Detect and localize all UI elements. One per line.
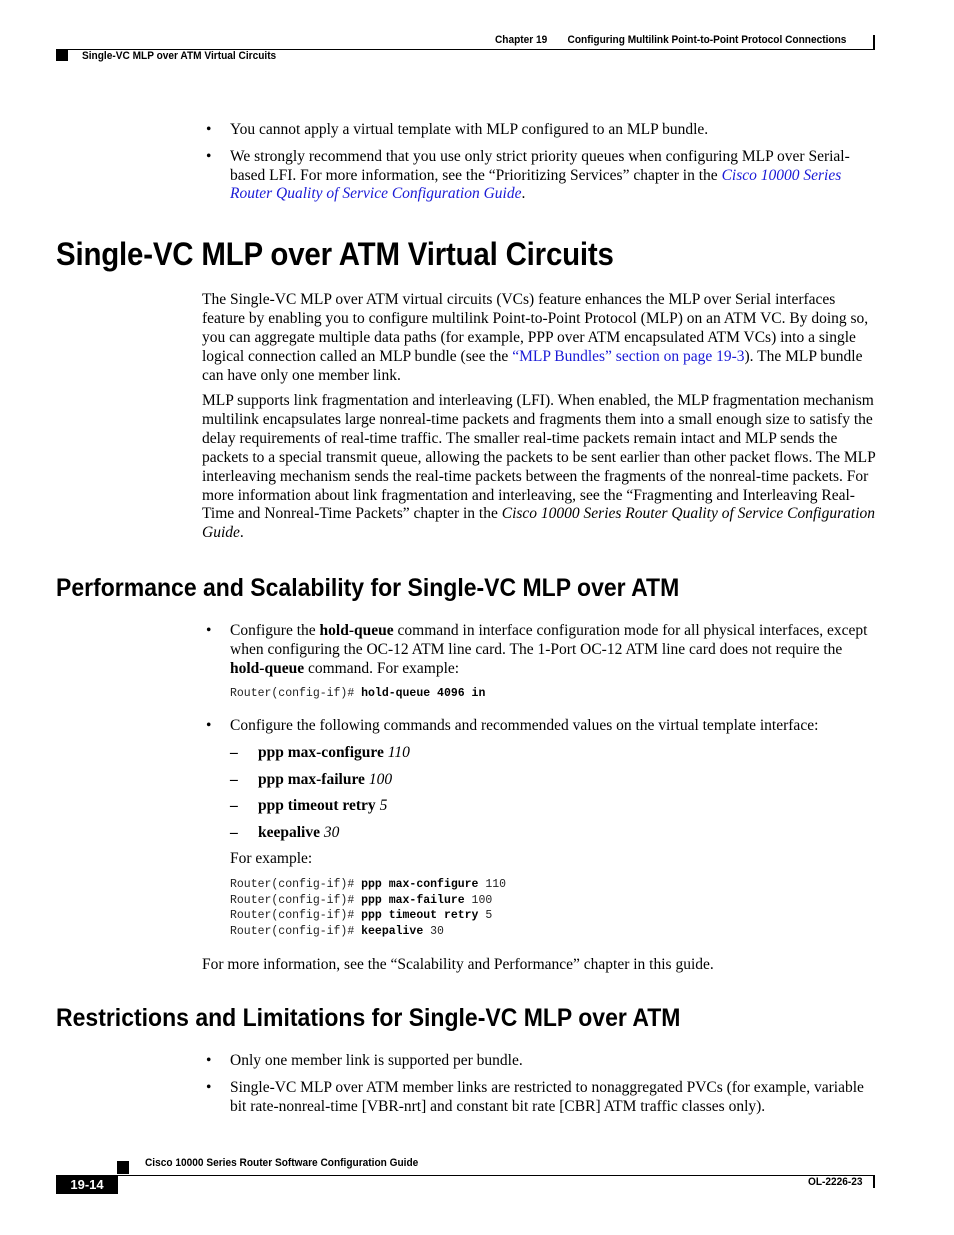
command-name: hold-queue <box>230 659 305 677</box>
restrictions-heading: Restrictions and Limitations for Single-VC MLP over ATM <box>56 1004 681 1032</box>
bullet-text: We strongly recommend that you use only strict priority queues when configuring MLP over Serial-based LFI. For more information, see the “Prioritizing Services” chapter in the <box>230 147 850 184</box>
code-prompt: Router(config-if)# <box>230 687 362 700</box>
list-item <box>206 717 876 736</box>
running-header-chapter <box>495 34 846 46</box>
footer-vertical-bar <box>873 1175 875 1188</box>
code-example-template <box>230 877 506 939</box>
settings-item <box>230 743 410 762</box>
bullet-glyph: • <box>206 622 212 639</box>
page-number: 19-14 <box>70 1177 104 1192</box>
paragraph-text-end: . <box>239 524 244 542</box>
setting-value: 110 <box>387 744 410 761</box>
more-info-paragraph: For more information, see the “Scalability and Performance” chapter in this guide. <box>202 956 714 973</box>
restrictions-bullet-list <box>206 1052 876 1124</box>
list-item <box>206 1052 876 1071</box>
header-square-marker <box>56 49 68 61</box>
bullet-glyph: • <box>206 1052 212 1069</box>
list-item <box>206 622 876 678</box>
bullet-text: Configure the <box>230 622 320 639</box>
dash-glyph: – <box>230 770 238 788</box>
intro-paragraph-1 <box>202 291 878 386</box>
dash-glyph: – <box>230 823 238 841</box>
for-example-label: For example: <box>230 850 313 867</box>
setting-value: 5 <box>379 797 388 814</box>
footer-square-marker <box>117 1161 129 1174</box>
bullet-text: Configure the following commands and recommended values on the virtual template interface: <box>230 717 819 734</box>
document-number: OL-2226-23 <box>808 1176 863 1188</box>
code-command: keepalive <box>361 924 424 938</box>
bullet-text: command. For example: <box>304 659 460 677</box>
code-prompt: Router(config-if)# <box>230 924 362 938</box>
running-header-section: Single-VC MLP over ATM Virtual Circuits <box>82 50 277 62</box>
command-name: hold-queue <box>319 622 394 639</box>
dash-glyph: – <box>230 744 238 761</box>
code-line <box>230 924 506 940</box>
code-prompt: Router(config-if)# <box>230 909 362 922</box>
bullet-text: command in interface configuration mode for all physical interfaces, except when configuring the OC-12 ATM line card. The 1-Port OC-12 ATM line card does not require the <box>230 622 868 658</box>
paragraph-text: The Single-VC MLP over ATM virtual circuits (VCs) feature enhances the MLP over Serial interfaces feature by enabling you to configure multilink Point-to-Point Protocol (MLP) on an ATM VC. By doing so, you can aggregate multiple data paths (for example, PPP over ATM encapsulated ATM VCs) into a single logical connection called an MLP bundle (see the <box>202 291 869 365</box>
page-title: Single-VC MLP over ATM Virtual Circuits <box>56 236 614 272</box>
setting-command: ppp timeout retry <box>258 797 376 814</box>
setting-command: ppp max-configure <box>258 744 384 761</box>
list-item <box>206 1079 876 1117</box>
setting-command: ppp max-failure <box>258 770 365 788</box>
code-command: hold-queue 4096 in <box>361 687 486 700</box>
bullet-text: Single-VC MLP over ATM member links are restricted to nonaggregated PVCs (for example, variable bit rate-nonreal-time [VBR-nrt] and constant bit rate [CBR] ATM traffic classes only). <box>230 1078 864 1115</box>
setting-command: keepalive <box>258 823 320 841</box>
performance-bullet-list-2 <box>206 717 876 744</box>
list-item <box>206 121 876 140</box>
header-vertical-bar <box>873 35 875 50</box>
bullet-glyph: • <box>206 717 212 734</box>
settings-item <box>230 770 410 789</box>
code-value: 100 <box>464 893 493 907</box>
code-command: ppp max-configure <box>361 878 479 891</box>
chapter-title: Configuring Multilink Point-to-Point Protocol Connections <box>567 34 847 46</box>
list-item <box>206 148 876 204</box>
code-prompt: Router(config-if)# <box>230 878 362 891</box>
top-bullet-list <box>206 121 876 212</box>
footer-rule <box>56 1175 875 1176</box>
settings-item <box>230 796 410 815</box>
performance-heading: Performance and Scalability for Single-VC MLP over ATM <box>56 574 680 602</box>
settings-list <box>230 743 410 849</box>
performance-bullet-list <box>206 622 876 686</box>
bullet-glyph: • <box>206 147 212 165</box>
mlp-bundles-link[interactable]: “MLP Bundles” section on page 19-3 <box>512 347 745 365</box>
bullet-text: You cannot apply a virtual template with MLP configured to an MLP bundle. <box>230 121 709 138</box>
qos-guide-link[interactable]: Cisco 10000 Series Router Quality of Service Configuration Guide <box>230 166 842 203</box>
chapter-label: Chapter 19 <box>495 34 548 46</box>
bullet-glyph: • <box>206 1078 212 1096</box>
guide-title-italic: Cisco 10000 Series Router Quality of Service Configuration Guide <box>202 505 875 542</box>
dash-glyph: – <box>230 797 238 814</box>
setting-value: 30 <box>323 823 340 841</box>
paragraph-text-end: ). The MLP bundle can have only one member link. <box>202 347 863 384</box>
settings-item <box>230 823 410 842</box>
code-value: 5 <box>478 909 493 922</box>
footer-guide-title: Cisco 10000 Series Router Software Configuration Guide <box>145 1157 419 1169</box>
code-value: 110 <box>478 878 507 891</box>
code-line <box>230 908 506 924</box>
setting-value: 100 <box>368 770 393 788</box>
code-prompt: Router(config-if)# <box>230 893 362 907</box>
bullet-text-end: . <box>521 185 526 203</box>
code-line <box>230 877 506 893</box>
code-example-hold-queue <box>230 686 485 702</box>
code-line <box>230 893 506 909</box>
bullet-glyph: • <box>206 121 212 138</box>
code-command: ppp max-failure <box>361 893 465 907</box>
code-command: ppp timeout retry <box>361 909 479 922</box>
bullet-text: Only one member link is supported per bundle. <box>230 1052 523 1069</box>
code-value: 30 <box>423 924 444 938</box>
intro-paragraph-2 <box>202 392 878 543</box>
paragraph-text: MLP supports link fragmentation and interleaving (LFI). When enabled, the MLP fragmentation mechanism multilink encapsulates large nonreal-time packets and fragments them into a small enough size to satisfy the delay requirements of real-time traffic. The smaller real-time packets remain intact and MLP sends the packets to a special transmit queue, allowing the packets to be sent earlier than other packet flows. The MLP interleaving mechanism sends the real-time packets between the fragments of the nonreal-time packets. For more information about link fragmentation and interleaving, see the “Fragmenting and Interleaving Real-Time and Nonreal-Time Packets” chapter in the <box>202 392 876 523</box>
